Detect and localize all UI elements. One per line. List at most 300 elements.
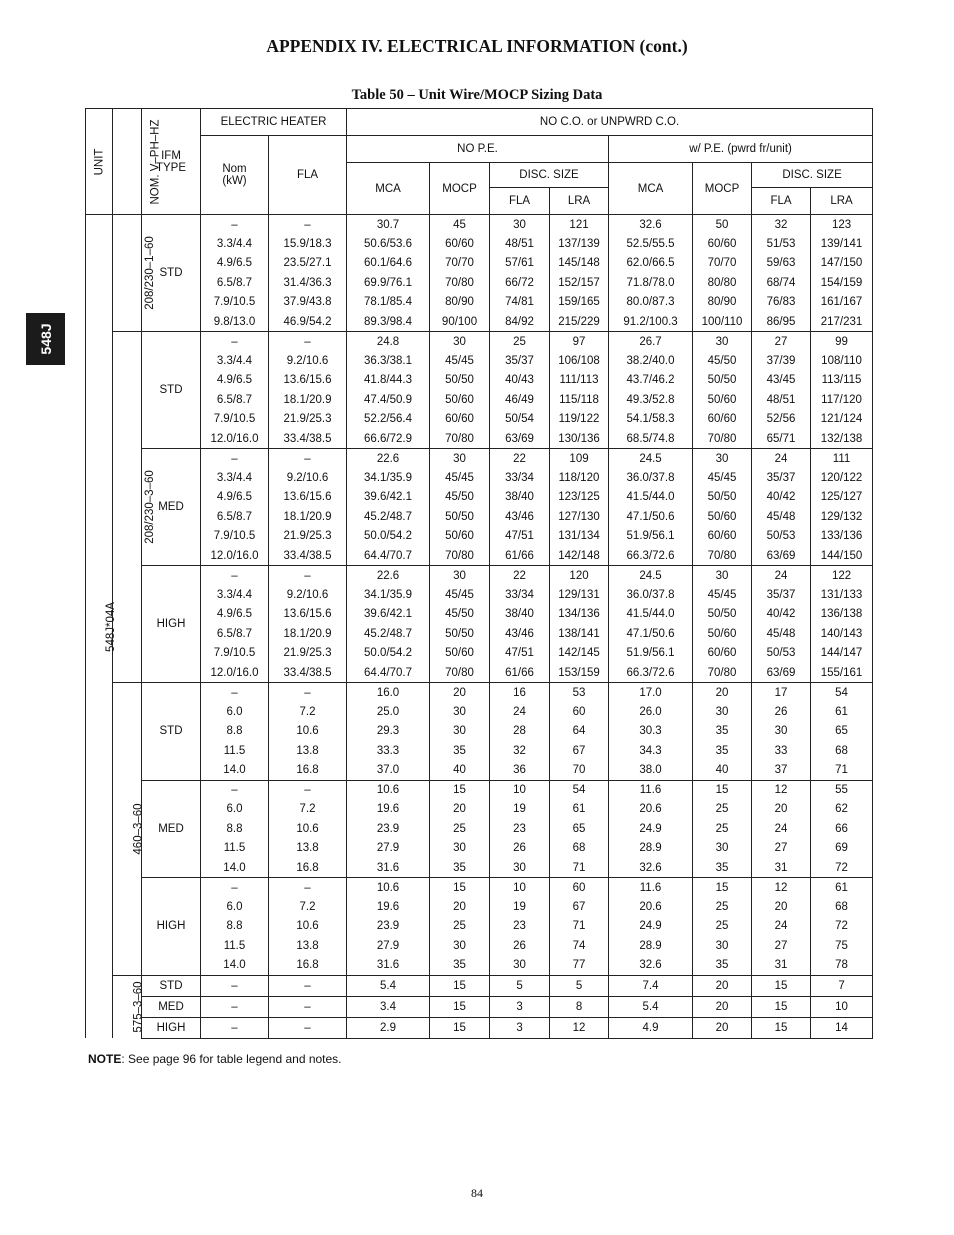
data-cell: 10.6 — [347, 878, 430, 898]
mocp-header: MOCP — [430, 163, 490, 215]
data-cell: 66.6/72.9 — [347, 429, 430, 449]
data-cell: 45/45 — [430, 468, 490, 488]
data-cell: 45/45 — [430, 351, 490, 371]
data-cell: 28.9 — [609, 839, 693, 859]
data-cell: 18.1/20.9 — [269, 390, 347, 410]
data-cell: 123/125 — [550, 488, 609, 508]
data-cell: 131/134 — [550, 527, 609, 547]
data-cell: 15 — [430, 780, 490, 800]
data-cell: 26.0 — [609, 702, 693, 722]
data-cell: 35 — [693, 858, 752, 878]
data-cell: 63/69 — [490, 429, 550, 449]
data-cell: 68.5/74.8 — [609, 429, 693, 449]
data-cell: 18.1/20.9 — [269, 624, 347, 644]
data-cell: 66/72 — [490, 273, 550, 293]
data-cell: 5 — [550, 975, 609, 996]
data-cell: 20 — [430, 897, 490, 917]
data-cell: 134/136 — [550, 605, 609, 625]
data-cell: 36 — [490, 761, 550, 781]
data-cell: 27 — [752, 936, 811, 956]
table-row — [86, 546, 873, 566]
table-row — [86, 800, 873, 820]
data-cell: 50/50 — [430, 371, 490, 391]
data-cell: 20 — [693, 683, 752, 703]
data-cell: – — [269, 332, 347, 352]
data-cell: 72 — [811, 917, 873, 937]
data-cell: 27.9 — [347, 839, 430, 859]
table-row — [86, 527, 873, 547]
data-cell: 25 — [693, 819, 752, 839]
data-cell: 121 — [550, 215, 609, 235]
data-cell: 121/124 — [811, 410, 873, 430]
data-cell: 52/56 — [752, 410, 811, 430]
heater-fla-header: FLA — [269, 136, 347, 215]
data-cell: 70/80 — [430, 663, 490, 683]
data-cell: 15 — [693, 878, 752, 898]
ifm-type-cell: MED — [142, 449, 201, 566]
data-cell: – — [269, 683, 347, 703]
wire-mocp-table — [85, 108, 873, 1039]
table-row — [86, 624, 873, 644]
data-cell: 32 — [490, 741, 550, 761]
data-cell: 33/34 — [490, 585, 550, 605]
data-cell: 45/50 — [430, 488, 490, 508]
data-cell: 35 — [693, 741, 752, 761]
data-cell: 33/34 — [490, 468, 550, 488]
data-cell: 53 — [550, 683, 609, 703]
data-cell: 25 — [693, 917, 752, 937]
nom-kw-header: Nom (kW) — [201, 136, 269, 215]
data-cell: 153/159 — [550, 663, 609, 683]
data-cell: 33 — [752, 741, 811, 761]
data-cell: 12.0/16.0 — [201, 663, 269, 683]
data-cell: 108/110 — [811, 351, 873, 371]
data-cell: 4.9/6.5 — [201, 254, 269, 274]
table-row — [86, 936, 873, 956]
data-cell: 61/66 — [490, 663, 550, 683]
data-cell: 3.3/4.4 — [201, 351, 269, 371]
data-cell: 32.6 — [609, 956, 693, 976]
data-cell: 10 — [490, 878, 550, 898]
data-cell: 30 — [693, 566, 752, 586]
data-cell: 37 — [752, 761, 811, 781]
data-cell: 15 — [693, 780, 752, 800]
data-cell: 68 — [811, 741, 873, 761]
table-row — [86, 293, 873, 313]
data-cell: 47/51 — [490, 527, 550, 547]
data-cell: 35 — [693, 722, 752, 742]
disc-size-header: DISC. SIZE — [490, 163, 609, 188]
data-cell: 12 — [550, 1017, 609, 1038]
data-cell: 25 — [490, 332, 550, 352]
voltage-header: NOM. V–PH–HZ — [113, 109, 142, 215]
ifm-type-header: IFM TYPE — [142, 109, 201, 215]
data-cell: 30 — [430, 839, 490, 859]
table-body — [86, 215, 873, 1039]
data-cell: 8.8 — [201, 722, 269, 742]
data-cell: 21.9/25.3 — [269, 644, 347, 664]
data-cell: 34.1/35.9 — [347, 468, 430, 488]
data-cell: 30 — [430, 936, 490, 956]
data-cell: 27 — [752, 839, 811, 859]
voltage-cell: 208/230–1–60 — [113, 215, 142, 332]
data-cell: 65 — [550, 819, 609, 839]
data-cell: 17.0 — [609, 683, 693, 703]
data-cell: 46/49 — [490, 390, 550, 410]
ifm-type-cell: STD — [142, 683, 201, 781]
data-cell: 6.5/8.7 — [201, 273, 269, 293]
data-cell: 152/157 — [550, 273, 609, 293]
data-cell: – — [269, 449, 347, 469]
data-cell: 89.3/98.4 — [347, 312, 430, 332]
data-cell: 30 — [693, 936, 752, 956]
data-cell: 71 — [550, 858, 609, 878]
data-cell: 54 — [550, 780, 609, 800]
data-cell: 70/80 — [430, 273, 490, 293]
data-cell: 70/80 — [693, 546, 752, 566]
data-cell: 19.6 — [347, 800, 430, 820]
w-pe-header: w/ P.E. (pwrd fr/unit) — [609, 136, 873, 163]
ifm-type-cell: STD — [142, 975, 201, 996]
data-cell: 61 — [811, 702, 873, 722]
data-cell: 7.4 — [609, 975, 693, 996]
data-cell: 130/136 — [550, 429, 609, 449]
data-cell: 70/80 — [693, 429, 752, 449]
data-cell: 46.9/54.2 — [269, 312, 347, 332]
data-cell: 43/45 — [752, 371, 811, 391]
data-cell: 35/37 — [490, 351, 550, 371]
pe-mca-header: MCA — [609, 163, 693, 215]
side-tab-label: 548J — [37, 323, 54, 355]
data-cell: 145/148 — [550, 254, 609, 274]
table-row — [86, 917, 873, 937]
table-row — [86, 663, 873, 683]
table-row — [86, 215, 873, 235]
data-cell: 12 — [752, 780, 811, 800]
data-cell: 10.6 — [347, 780, 430, 800]
data-cell: 33.4/38.5 — [269, 429, 347, 449]
data-cell: – — [201, 878, 269, 898]
data-cell: 20 — [693, 975, 752, 996]
data-cell: 48/51 — [490, 234, 550, 254]
table-row — [86, 585, 873, 605]
data-cell: 72 — [811, 858, 873, 878]
data-cell: 80.0/87.3 — [609, 293, 693, 313]
table-row — [86, 878, 873, 898]
data-cell: 41.5/44.0 — [609, 605, 693, 625]
data-cell: 19.6 — [347, 897, 430, 917]
data-cell: 35/37 — [752, 585, 811, 605]
data-cell: 47/51 — [490, 644, 550, 664]
data-cell: 115/118 — [550, 390, 609, 410]
data-cell: 20 — [430, 800, 490, 820]
data-cell: 35 — [430, 956, 490, 976]
data-cell: 62 — [811, 800, 873, 820]
data-cell: 16 — [490, 683, 550, 703]
data-cell: 50/50 — [430, 624, 490, 644]
data-cell: 86/95 — [752, 312, 811, 332]
data-cell: 111/113 — [550, 371, 609, 391]
data-cell: 9.2/10.6 — [269, 351, 347, 371]
data-cell: 91.2/100.3 — [609, 312, 693, 332]
data-cell: 3.4 — [347, 996, 430, 1017]
data-cell: 37/39 — [752, 351, 811, 371]
data-cell: 38.0 — [609, 761, 693, 781]
data-cell: 30 — [693, 449, 752, 469]
data-cell: 99 — [811, 332, 873, 352]
data-cell: 51.9/56.1 — [609, 644, 693, 664]
data-cell: 70/70 — [693, 254, 752, 274]
data-cell: 14.0 — [201, 761, 269, 781]
data-cell: 41.8/44.3 — [347, 371, 430, 391]
data-cell: 45.2/48.7 — [347, 507, 430, 527]
data-cell: 18.1/20.9 — [269, 507, 347, 527]
data-cell: 70/80 — [430, 429, 490, 449]
data-cell: 9.2/10.6 — [269, 468, 347, 488]
data-cell: 80/80 — [693, 273, 752, 293]
data-cell: 27.9 — [347, 936, 430, 956]
data-cell: 33.4/38.5 — [269, 663, 347, 683]
data-cell: 10 — [490, 780, 550, 800]
unit-header: UNIT — [86, 109, 113, 215]
data-cell: 66 — [811, 819, 873, 839]
pe-disc-fla-header: FLA — [752, 188, 811, 215]
data-cell: 50/60 — [430, 644, 490, 664]
data-cell: 51.9/56.1 — [609, 527, 693, 547]
table-row — [86, 332, 873, 352]
data-cell: 25 — [430, 917, 490, 937]
data-cell: 47.4/50.9 — [347, 390, 430, 410]
data-cell: 26 — [490, 839, 550, 859]
ifm-type-cell: STD — [142, 332, 201, 449]
pe-disc-lra-header: LRA — [811, 188, 873, 215]
data-cell: 65/71 — [752, 429, 811, 449]
data-cell: 61 — [550, 800, 609, 820]
data-cell: – — [269, 215, 347, 235]
data-cell: 45/45 — [430, 585, 490, 605]
data-cell: 30 — [693, 332, 752, 352]
table-row — [86, 644, 873, 664]
table-row — [86, 371, 873, 391]
data-cell: 7.9/10.5 — [201, 293, 269, 313]
mca-header: MCA — [347, 163, 430, 215]
data-cell: 26 — [490, 936, 550, 956]
table-row — [86, 839, 873, 859]
data-cell: 61 — [811, 878, 873, 898]
data-cell: 64 — [550, 722, 609, 742]
voltage-cell: 460–3–60 — [113, 683, 142, 976]
data-cell: 12 — [752, 878, 811, 898]
data-cell: 69 — [811, 839, 873, 859]
data-cell: 20 — [752, 800, 811, 820]
data-cell: 30 — [693, 702, 752, 722]
data-cell: 22 — [490, 566, 550, 586]
data-cell: – — [201, 332, 269, 352]
data-cell: 29.3 — [347, 722, 430, 742]
data-cell: 23 — [490, 917, 550, 937]
data-cell: 69.9/76.1 — [347, 273, 430, 293]
data-cell: 41.5/44.0 — [609, 488, 693, 508]
data-cell: 64.4/70.7 — [347, 546, 430, 566]
data-cell: 11.5 — [201, 741, 269, 761]
data-cell: 35 — [430, 858, 490, 878]
data-cell: 30 — [430, 566, 490, 586]
data-cell: 68 — [550, 839, 609, 859]
data-cell: 155/161 — [811, 663, 873, 683]
data-cell: 127/130 — [550, 507, 609, 527]
data-cell: 30 — [430, 722, 490, 742]
data-cell: 140/143 — [811, 624, 873, 644]
data-cell: 129/132 — [811, 507, 873, 527]
data-cell: 3.3/4.4 — [201, 585, 269, 605]
data-cell: 84/92 — [490, 312, 550, 332]
data-cell: 32.6 — [609, 215, 693, 235]
data-cell: 64.4/70.7 — [347, 663, 430, 683]
page-number: 84 — [471, 1186, 483, 1200]
data-cell: 63/69 — [752, 546, 811, 566]
side-tab — [26, 313, 65, 365]
data-cell: 14.0 — [201, 956, 269, 976]
data-cell: 50/60 — [693, 624, 752, 644]
data-cell: 40 — [693, 761, 752, 781]
data-cell: 68 — [811, 897, 873, 917]
data-cell: 76/83 — [752, 293, 811, 313]
data-cell: 24.5 — [609, 566, 693, 586]
data-cell: 132/138 — [811, 429, 873, 449]
data-cell: 13.6/15.6 — [269, 605, 347, 625]
data-cell: 80/90 — [693, 293, 752, 313]
data-cell: 7.9/10.5 — [201, 527, 269, 547]
no-pe-header: NO P.E. — [347, 136, 609, 163]
data-cell: 26.7 — [609, 332, 693, 352]
table-row — [86, 819, 873, 839]
data-cell: 154/159 — [811, 273, 873, 293]
table-row — [86, 897, 873, 917]
data-cell: 66.3/72.6 — [609, 663, 693, 683]
data-cell: 123 — [811, 215, 873, 235]
table-row — [86, 234, 873, 254]
data-cell: 60.1/64.6 — [347, 254, 430, 274]
data-cell: 24.8 — [347, 332, 430, 352]
data-cell: 45.2/48.7 — [347, 624, 430, 644]
data-cell: 144/147 — [811, 644, 873, 664]
pe-disc-size-header: DISC. SIZE — [752, 163, 873, 188]
data-cell: 15 — [430, 878, 490, 898]
data-cell: – — [269, 878, 347, 898]
data-cell: 54.1/58.3 — [609, 410, 693, 430]
data-cell: 20 — [693, 996, 752, 1017]
data-cell: 90/100 — [430, 312, 490, 332]
data-cell: 144/150 — [811, 546, 873, 566]
data-cell: 31.4/36.3 — [269, 273, 347, 293]
data-cell: 215/229 — [550, 312, 609, 332]
data-cell: 137/139 — [550, 234, 609, 254]
data-cell: 10.6 — [269, 722, 347, 742]
data-cell: 45 — [430, 215, 490, 235]
data-cell: 25 — [693, 800, 752, 820]
data-cell: 47.1/50.6 — [609, 624, 693, 644]
data-cell: 30 — [490, 956, 550, 976]
data-cell: 50/50 — [430, 507, 490, 527]
data-cell: 31.6 — [347, 858, 430, 878]
note-label: NOTE — [88, 1052, 122, 1066]
data-cell: – — [269, 1017, 347, 1038]
data-cell: 43.7/46.2 — [609, 371, 693, 391]
data-cell: 50/53 — [752, 644, 811, 664]
data-cell: 50 — [693, 215, 752, 235]
data-cell: 68/74 — [752, 273, 811, 293]
data-cell: 23.5/27.1 — [269, 254, 347, 274]
ifm-type-cell: MED — [142, 996, 201, 1017]
data-cell: 125/127 — [811, 488, 873, 508]
data-cell: 30 — [693, 839, 752, 859]
data-cell: 24.9 — [609, 819, 693, 839]
data-cell: 52.2/56.4 — [347, 410, 430, 430]
data-cell: – — [269, 996, 347, 1017]
data-cell: 34.3 — [609, 741, 693, 761]
voltage-cell: 208/230–3–60 — [113, 332, 142, 683]
data-cell: 24 — [752, 566, 811, 586]
data-cell: 4.9/6.5 — [201, 488, 269, 508]
data-cell: 50/60 — [693, 390, 752, 410]
data-cell: 19 — [490, 800, 550, 820]
data-cell: 7.9/10.5 — [201, 410, 269, 430]
data-cell: 17 — [752, 683, 811, 703]
data-cell: 19 — [490, 897, 550, 917]
data-cell: 3 — [490, 1017, 550, 1038]
data-cell: 24 — [490, 702, 550, 722]
table-row — [86, 488, 873, 508]
data-cell: 60 — [550, 878, 609, 898]
data-cell: 62.0/66.5 — [609, 254, 693, 274]
data-cell: 78.1/85.4 — [347, 293, 430, 313]
data-cell: 6.5/8.7 — [201, 507, 269, 527]
data-cell: 161/167 — [811, 293, 873, 313]
data-cell: – — [201, 975, 269, 996]
data-cell: 30.3 — [609, 722, 693, 742]
data-cell: 20 — [430, 683, 490, 703]
data-cell: 8 — [550, 996, 609, 1017]
data-cell: 119/122 — [550, 410, 609, 430]
data-cell: 30 — [430, 449, 490, 469]
data-cell: 136/138 — [811, 605, 873, 625]
data-cell: 71 — [811, 761, 873, 781]
data-cell: 14.0 — [201, 858, 269, 878]
page-heading: APPENDIX IV. ELECTRICAL INFORMATION (cont.) — [266, 36, 688, 56]
data-cell: 31.6 — [347, 956, 430, 976]
data-cell: 34.1/35.9 — [347, 585, 430, 605]
table-row — [86, 449, 873, 469]
table-row — [86, 605, 873, 625]
data-cell: 78 — [811, 956, 873, 976]
data-cell: 40/42 — [752, 488, 811, 508]
data-cell: 24 — [752, 917, 811, 937]
data-cell: 37.9/43.8 — [269, 293, 347, 313]
data-cell: 5.4 — [347, 975, 430, 996]
data-cell: 24.5 — [609, 449, 693, 469]
data-cell: 16.8 — [269, 956, 347, 976]
data-cell: 48/51 — [752, 390, 811, 410]
data-cell: 50.6/53.6 — [347, 234, 430, 254]
data-cell: 45/45 — [693, 468, 752, 488]
data-cell: 30 — [490, 858, 550, 878]
data-cell: 9.2/10.6 — [269, 585, 347, 605]
data-cell: 70/80 — [693, 663, 752, 683]
data-cell: 7 — [811, 975, 873, 996]
data-cell: 12.0/16.0 — [201, 429, 269, 449]
table-row — [86, 312, 873, 332]
data-cell: 15 — [752, 1017, 811, 1038]
